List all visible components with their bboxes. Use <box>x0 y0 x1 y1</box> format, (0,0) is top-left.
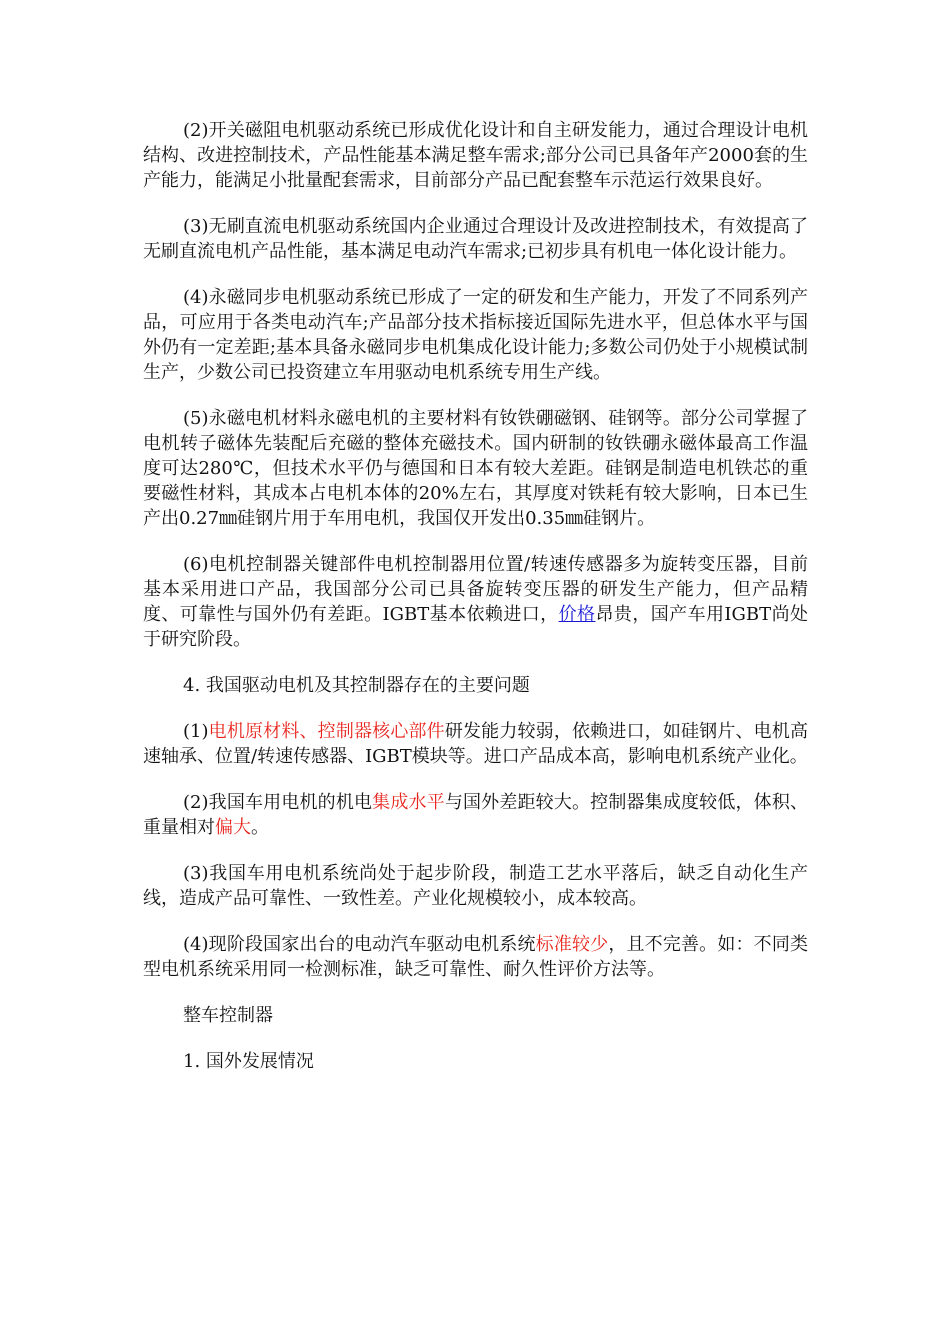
paragraph-pm-materials: (5)永磁电机材料永磁电机的主要材料有钕铁硼磁钢、硅钢等。部分公司掌握了电机转子磁体先装配后充磁的整体充磁技术。国内研制的钕铁硼永磁体最高工作温度可达280℃，但技术水平仍与德国和日本有较大差距。硅钢是制造电机铁芯的重要磁性材料，其成本占电机本体的20%左右，其厚度对铁耗有较大影响，日本已生产出0.27㎜硅钢片用于车用电机，我国仅开发出0.35㎜硅钢片。 <box>143 408 808 529</box>
problem-3: (3)我国车用电机系统尚处于起步阶段，制造工艺水平落后，缺乏自动化生产线，造成产品可靠性、一致性差。产业化规模较小，成本较高。 <box>143 863 808 909</box>
problem-text: (2)我国车用电机的机电 <box>183 792 373 813</box>
price-link[interactable]: 价格 <box>558 604 596 625</box>
problem-text: 。 <box>251 817 269 838</box>
problem-4 <box>143 932 808 982</box>
problem-text: (4)现阶段国家出台的电动汽车驱动电机系统 <box>183 934 536 955</box>
highlight-text: 电机原材料、控制器核心部件 <box>208 721 445 742</box>
paragraph-switched-reluctance: (2)开关磁阻电机驱动系统已形成优化设计和自主研发能力，通过合理设计电机结构、改进控制技术，产品性能基本满足整车需求;部分公司已具备年产2000套的生产能力，能满足小批量配套需求，目前部分产品已配套整车示范运行效果良好。 <box>143 120 808 191</box>
problem-text: 研发能力较弱，依赖进口，如硅钢片、电机高速轴承、位置/转速传感器、IGBT模块等。进口产品成本高，影响电机系统产业化。 <box>143 721 809 767</box>
vehicle-controller-heading: 整车控制器 <box>183 1005 273 1026</box>
paragraph-text: (6)电机控制器关键部件电机控制器用位置/转速传感器多为旋转变压器，目前基本采用进口产品，我国部分公司已具备旋转变压器的研发生产能力，但产品精度、可靠性与国外仍有差距。IGBT基本依赖进口， <box>143 554 808 625</box>
problem-2 <box>143 790 808 840</box>
problem-text: 与国外差距较大。控制器集成度较低，体积、重量相对 <box>143 792 809 838</box>
document-page <box>143 118 808 1095</box>
section-4-heading: 4. 我国驱动电机及其控制器存在的主要问题 <box>183 675 530 696</box>
problem-text: (1) <box>183 721 209 742</box>
paragraph-pm-synchronous: (4)永磁同步电机驱动系统已形成了一定的研发和生产能力，开发了不同系列产品，可应用于各类电动汽车;产品部分技术指标接近国际先进水平，但总体水平与国外仍有一定差距;基本具备永磁同步电机集成化设计能力;多数公司仍处于小规模试制生产，少数公司已投资建立车用驱动电机系统专用生产线。 <box>143 287 808 383</box>
problem-text: ，且不完善。如：不同类型电机系统采用同一检测标准，缺乏可靠性、耐久性评价方法等。 <box>143 934 809 980</box>
paragraph-controller-components <box>143 552 808 652</box>
paragraph-text: 昂贵，国产车用IGBT尚处于研究阶段。 <box>143 604 808 650</box>
foreign-development-heading: 1. 国外发展情况 <box>183 1051 314 1072</box>
problem-1 <box>143 719 808 769</box>
highlight-text: 标准较少 <box>535 934 609 955</box>
paragraph-brushless-dc: (3)无刷直流电机驱动系统国内企业通过合理设计及改进控制技术，有效提高了无刷直流电机产品性能，基本满足电动汽车需求;已初步具有机电一体化设计能力。 <box>143 216 808 262</box>
highlight-text: 偏大 <box>215 817 251 838</box>
highlight-text: 集成水平 <box>372 792 445 813</box>
